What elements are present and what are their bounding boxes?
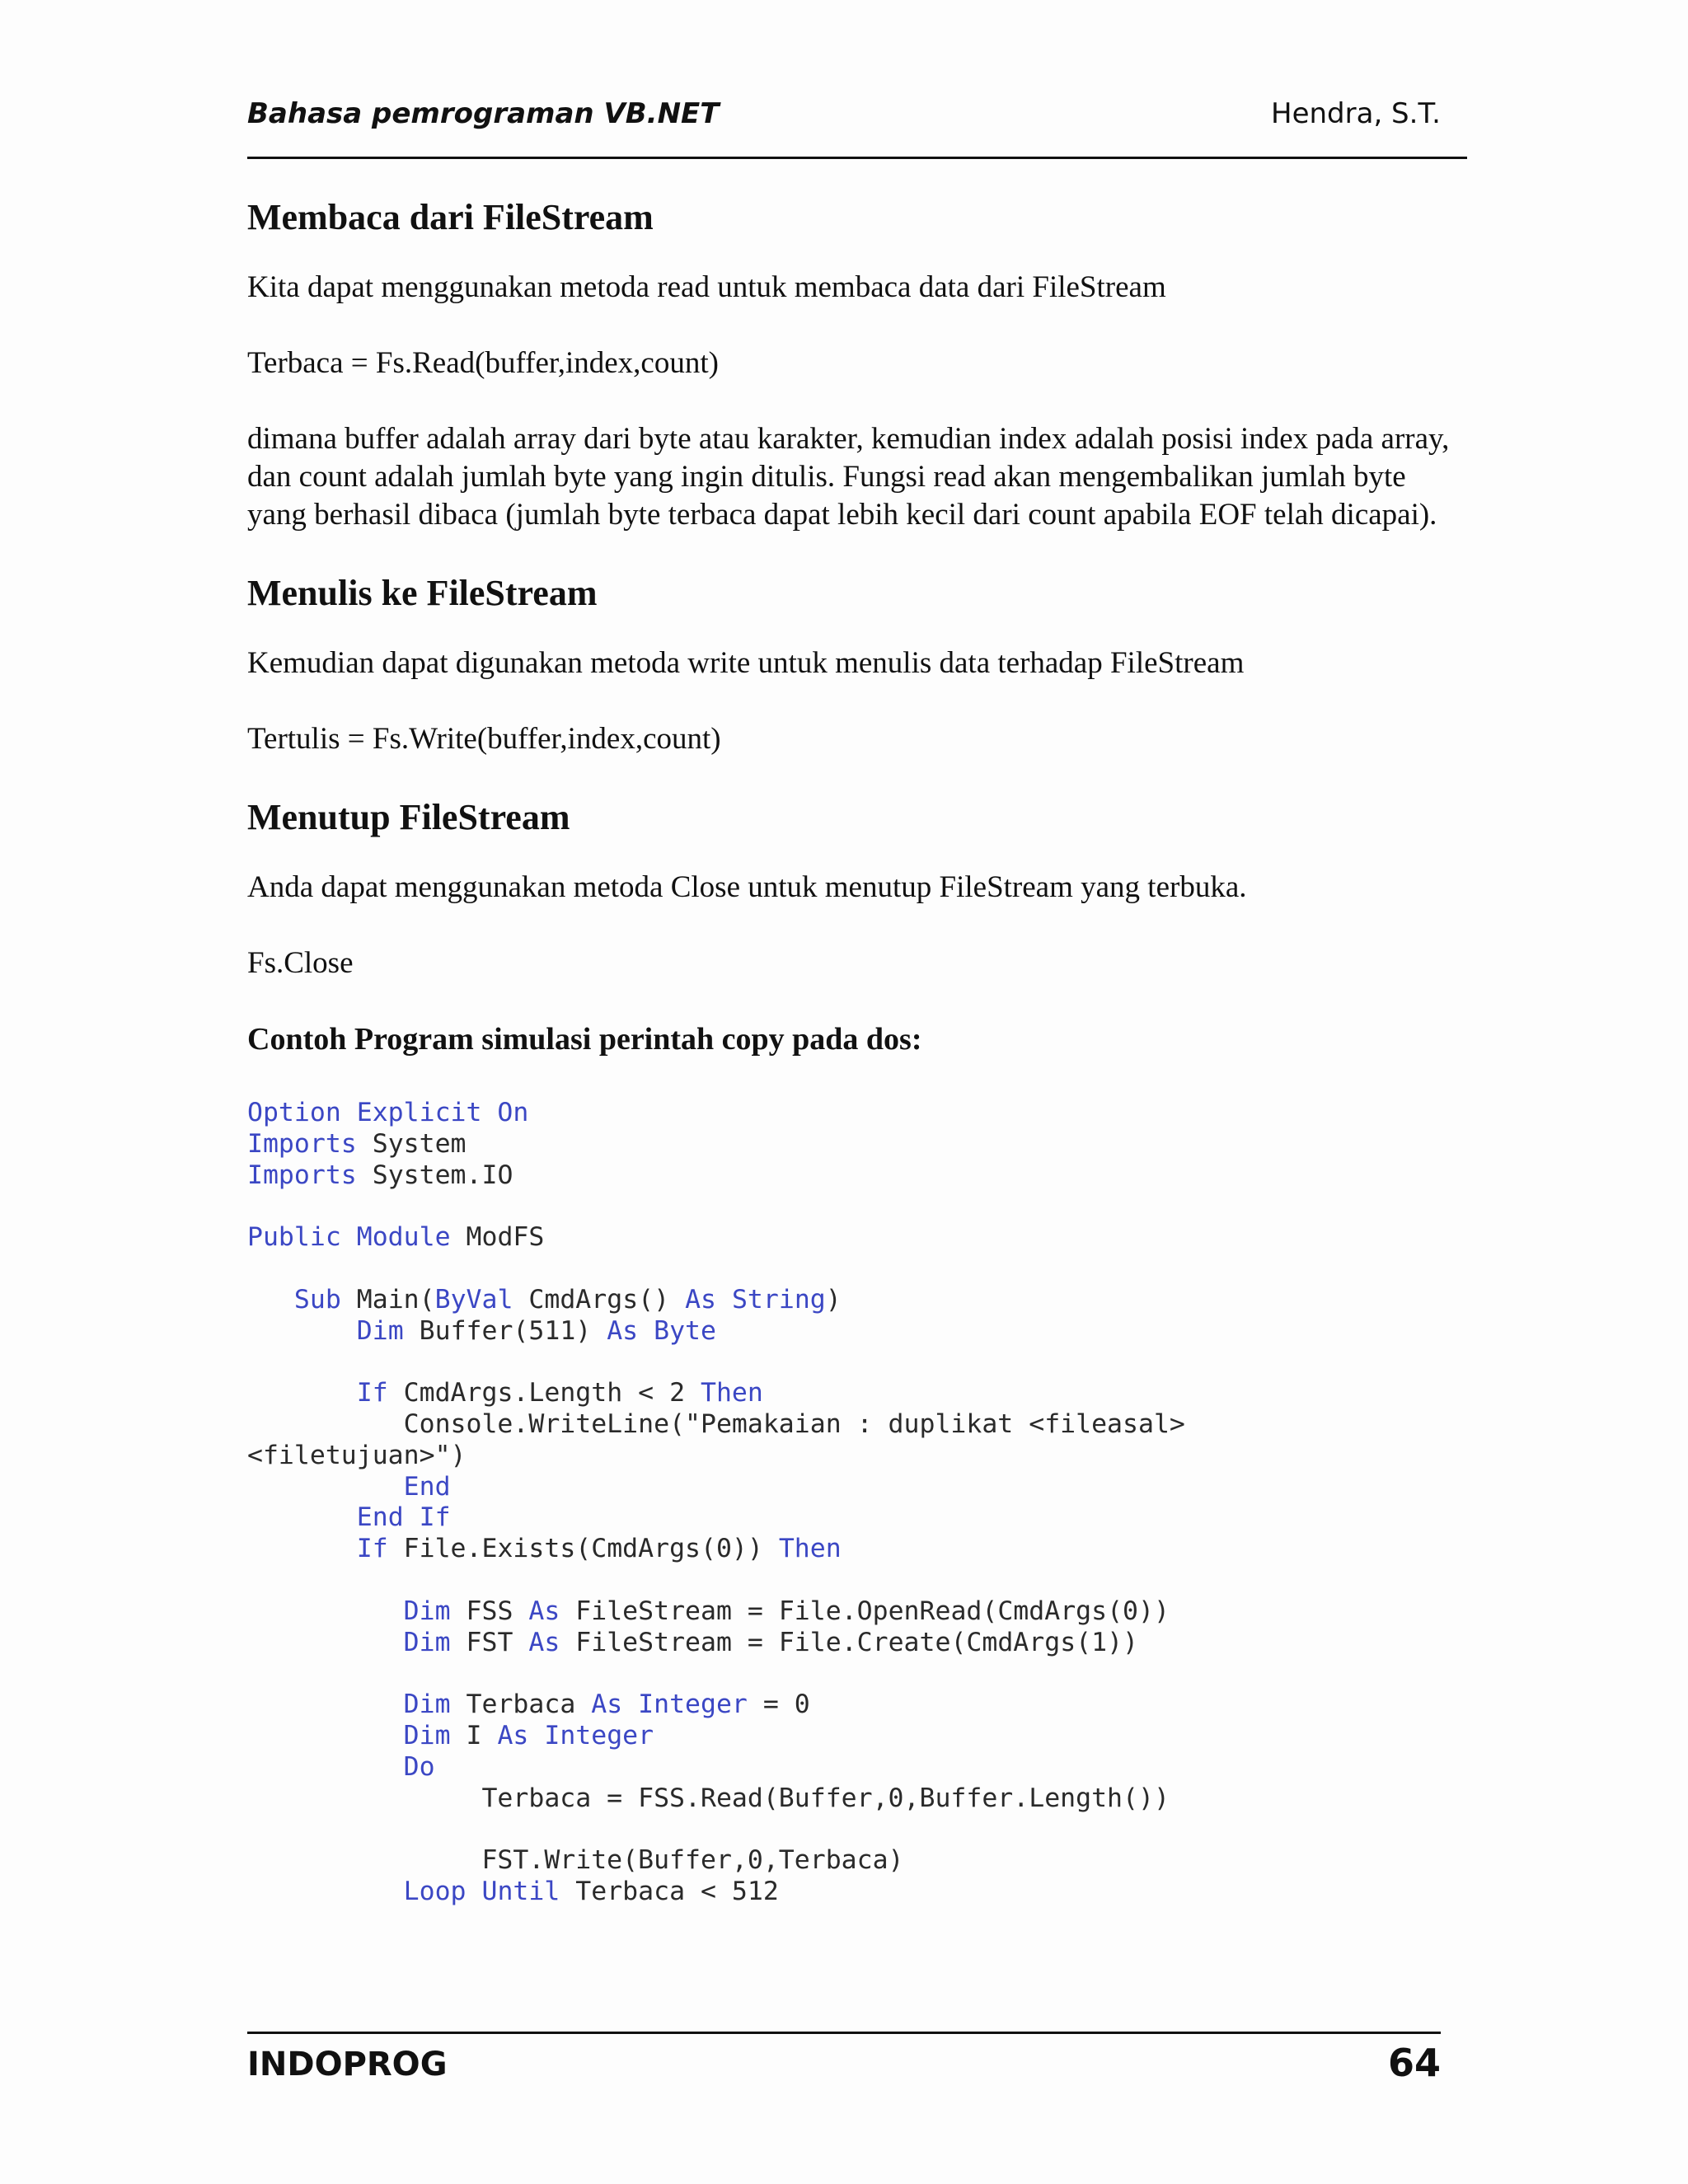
code-keyword: As Integer xyxy=(591,1690,748,1720)
code-text xyxy=(247,1502,357,1532)
document-author: Hendra, S.T. xyxy=(1271,97,1441,130)
page-header xyxy=(247,97,1441,138)
code-keyword: Public Module xyxy=(247,1222,451,1253)
code-keyword: As xyxy=(528,1596,560,1626)
footer-divider xyxy=(247,2032,1441,2034)
code-text: ) xyxy=(825,1284,842,1315)
code-text: File.Exists(CmdArgs(0)) xyxy=(387,1534,779,1564)
code-keyword: Dim xyxy=(403,1627,451,1657)
example-heading: Contoh Program simulasi perintah copy pada dos: xyxy=(247,1022,922,1057)
code-text xyxy=(247,1316,357,1346)
page-number: 64 xyxy=(1387,2041,1441,2085)
page-content xyxy=(247,194,1467,1908)
code-text xyxy=(247,1721,404,1750)
page-footer xyxy=(247,2041,1441,2090)
code-line xyxy=(247,1191,1467,1222)
write-syntax: Tertulis = Fs.Write(buffer,index,count) xyxy=(247,722,721,756)
code-line xyxy=(247,1845,1467,1877)
code-text: Buffer(511) xyxy=(403,1315,607,1346)
code-text: CmdArgs.Length < 2 xyxy=(387,1378,701,1408)
code-keyword: Dim xyxy=(356,1315,404,1346)
code-text: FST xyxy=(450,1627,529,1657)
section-heading-close: Menutup FileStream xyxy=(247,797,570,837)
code-keyword: Then xyxy=(701,1378,763,1408)
code-text: ModFS xyxy=(450,1222,545,1253)
code-keyword: Then xyxy=(778,1534,842,1564)
code-keyword: Do xyxy=(403,1751,435,1782)
code-text: I xyxy=(450,1720,498,1750)
code-keyword: Imports xyxy=(247,1128,357,1159)
read-syntax: Terbaca = Fs.Read(buffer,index,count) xyxy=(247,346,719,380)
code-keyword: Dim xyxy=(403,1720,451,1750)
code-keyword: Dim xyxy=(403,1690,451,1720)
footer-brand: INDOPROG xyxy=(247,2046,448,2083)
code-line xyxy=(247,1502,1467,1534)
close-syntax: Fs.Close xyxy=(247,946,354,980)
code-text: CmdArgs() xyxy=(513,1284,686,1315)
code-line xyxy=(247,1098,1467,1129)
code-text xyxy=(247,1534,357,1563)
code-keyword: End If xyxy=(356,1502,451,1533)
code-keyword: Option Explicit On xyxy=(247,1098,529,1127)
code-text xyxy=(247,1596,404,1626)
code-text: System xyxy=(356,1128,467,1159)
code-keyword: Loop Until xyxy=(403,1876,560,1906)
code-line xyxy=(247,1690,1467,1721)
code-keyword: As Byte xyxy=(607,1315,716,1346)
write-intro: Kemudian dapat digunakan metoda write untuk menulis data terhadap FileStream xyxy=(247,646,1245,680)
read-intro: Kita dapat menggunakan metoda read untuk membaca data dari FileStream xyxy=(247,270,1166,304)
code-line xyxy=(247,1721,1467,1752)
code-keyword: As String xyxy=(685,1284,826,1315)
section-heading-read: Membaca dari FileStream xyxy=(247,197,654,237)
code-keyword: As xyxy=(528,1627,560,1657)
code-text: Terbaca < 512 xyxy=(560,1876,779,1906)
code-line xyxy=(247,1752,1467,1783)
code-text: System.IO xyxy=(356,1160,513,1190)
code-line xyxy=(247,1565,1467,1596)
code-line xyxy=(247,1347,1467,1378)
code-text xyxy=(247,1877,404,1906)
code-keyword: If xyxy=(356,1378,388,1408)
code-line xyxy=(247,1378,1467,1409)
code-line xyxy=(247,1877,1467,1908)
code-keyword: ByVal xyxy=(434,1284,513,1315)
close-intro: Anda dapat menggunakan metoda Close untuk menutup FileStream yang terbuka. xyxy=(247,870,1247,904)
read-explanation: dimana buffer adalah array dari byte atau karakter, kemudian index adalah posisi index pada array, dan count adalah jumlah byte yang ingin ditulis. Fungsi read akan mengembalikan jumlah byte yang berhasil dibaca (jumlah byte terbaca dapat lebih kecil dari count apabila EOF telah dicapai). xyxy=(247,422,1450,532)
code-keyword: As Integer xyxy=(497,1720,654,1750)
code-line xyxy=(247,1472,1467,1503)
code-line xyxy=(247,1814,1467,1845)
code-line xyxy=(247,1534,1467,1565)
code-text xyxy=(247,1472,404,1502)
code-line xyxy=(247,1409,1467,1441)
code-text: Terbaca xyxy=(450,1690,592,1720)
code-line xyxy=(247,1285,1467,1316)
code-text: Terbaca = FSS.Read(Buffer,0,Buffer.Length()) xyxy=(247,1783,1170,1813)
code-text xyxy=(247,1690,404,1719)
document-title: Bahasa pemrograman VB.NET xyxy=(247,97,720,130)
code-line xyxy=(247,1628,1467,1659)
code-text: FileStream = File.OpenRead(CmdArgs(0)) xyxy=(560,1596,1170,1626)
code-line xyxy=(247,1254,1467,1285)
code-keyword: End xyxy=(403,1471,451,1502)
code-text xyxy=(247,1285,294,1315)
code-line xyxy=(247,1222,1467,1254)
code-keyword: Dim xyxy=(403,1596,451,1626)
code-line xyxy=(247,1160,1467,1192)
code-line xyxy=(247,1129,1467,1160)
code-text: Main( xyxy=(340,1284,435,1315)
code-text: FSS xyxy=(450,1596,529,1626)
code-line xyxy=(247,1316,1467,1347)
code-line xyxy=(247,1441,1467,1472)
code-keyword: If xyxy=(356,1534,388,1564)
code-line xyxy=(247,1658,1467,1690)
code-line xyxy=(247,1596,1467,1628)
code-text xyxy=(247,1378,357,1408)
code-text: = 0 xyxy=(747,1690,810,1720)
code-text: FileStream = File.Create(CmdArgs(1)) xyxy=(560,1627,1139,1657)
code-text xyxy=(247,1628,404,1657)
code-keyword: Imports xyxy=(247,1160,357,1190)
code-listing xyxy=(247,1098,1467,1908)
code-keyword: Sub xyxy=(293,1284,341,1315)
code-text xyxy=(247,1752,404,1782)
code-text: <filetujuan>") xyxy=(247,1440,467,1470)
code-line xyxy=(247,1783,1467,1815)
section-heading-write: Menulis ke FileStream xyxy=(247,573,598,613)
code-text: Console.WriteLine("Pemakaian : duplikat <fileasal> xyxy=(247,1408,1185,1439)
code-text: FST.Write(Buffer,0,Terbaca) xyxy=(247,1845,904,1876)
header-divider xyxy=(247,157,1467,159)
